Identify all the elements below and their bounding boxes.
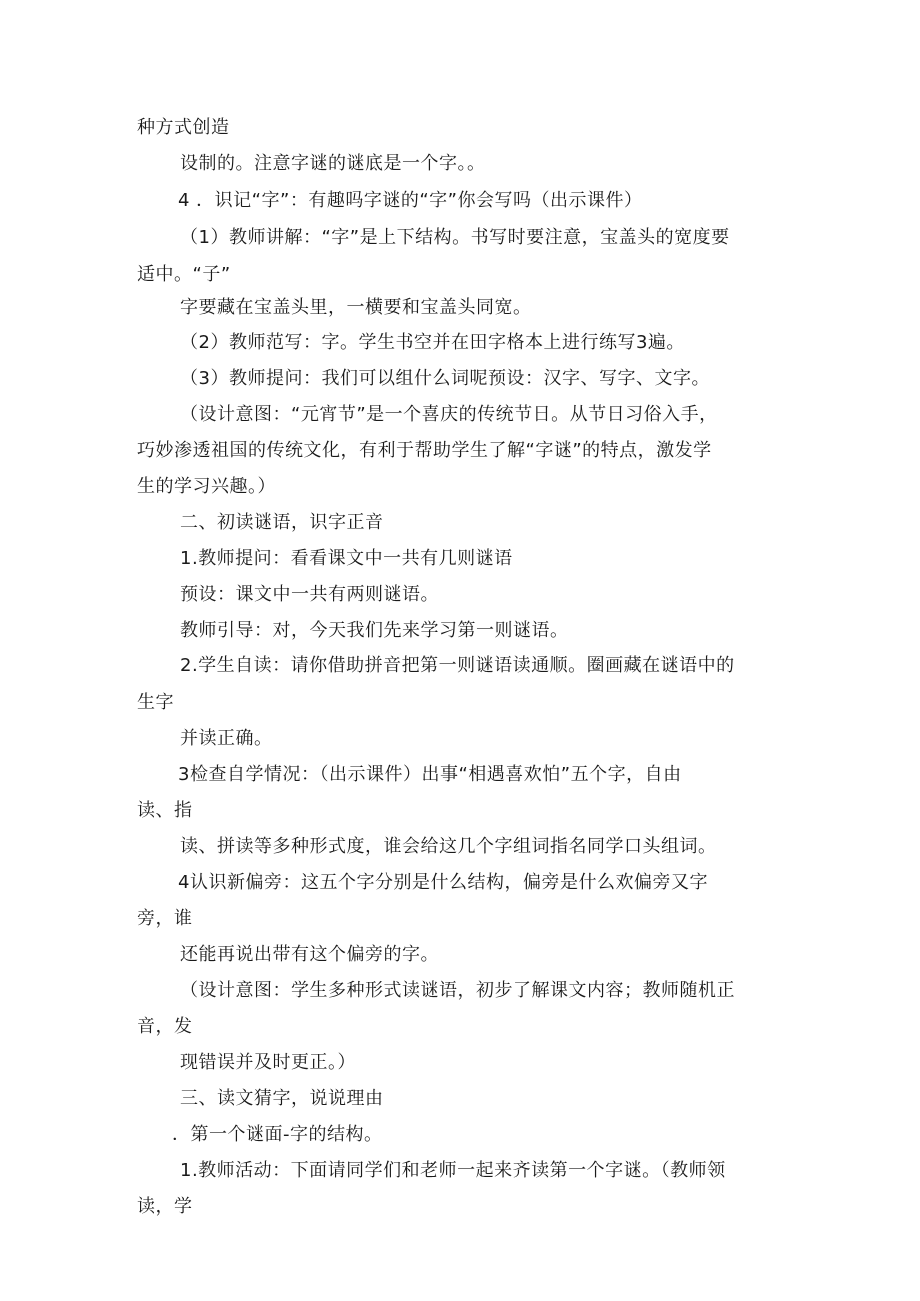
text-line: 生字: [137, 692, 174, 713]
text-line: （1）教师讲解：“字”是上下结构。书写时要注意，宝盖头的宽度要: [180, 227, 730, 248]
text-line: 读，学: [137, 1196, 193, 1217]
text-line: 设制的。注意字谜的谜底是一个字。。: [180, 153, 486, 174]
section-heading: 二、初读谜语，识字正音: [180, 512, 384, 533]
text-line: 1.教师提问：看看课文中一共有几则谜语: [180, 548, 513, 569]
text-line: 教师引导：对，今天我们先来学习第一则谜语。: [180, 620, 569, 641]
text-line: 巧妙渗透祖国的传统文化，有利于帮助学生了解“字谜”的特点，激发学: [137, 440, 712, 461]
text-line: 旁，谁: [137, 908, 193, 929]
text-line: 种方式创造: [137, 117, 230, 138]
text-line: 读、指: [137, 800, 193, 821]
text-line: ．第一个谜面-字的结构。: [172, 1124, 383, 1145]
text-line: （设计意图：学生多种形式读谜语，初步了解课文内容；教师随机正: [180, 980, 735, 1001]
text-line: 4认识新偏旁：这五个字分别是什么结构，偏旁是什么欢偏旁又字: [178, 872, 708, 893]
text-line: 4 ．识记“字”：有趣吗字谜的“字”你会写吗（出示课件）: [178, 190, 643, 211]
text-line: 生的学习兴趣。）: [137, 476, 276, 497]
text-line: 音，发: [137, 1016, 193, 1037]
text-line: 现错误并及时更正。）: [180, 1052, 356, 1073]
text-line: 读、拼读等多种形式度，谁会给这几个字组词指名同学口头组词。: [180, 836, 717, 857]
text-line: 3检查自学情况：（出示课件）出事“相遇喜欢怕”五个字，自由: [178, 764, 682, 785]
text-line: 1.教师活动：下面请同学们和老师一起来齐读第一个字谜。（教师领: [180, 1160, 726, 1181]
text-line: （设计意图：“元宵节”是一个喜庆的传统节日。从节日习俗入手，: [180, 404, 718, 425]
text-line: 适中。“子”: [137, 264, 231, 285]
text-line: 还能再说出带有这个偏旁的字。: [180, 944, 439, 965]
text-line: 2.学生自读：请你借助拼音把第一则谜语读通顺。圈画藏在谜语中的: [180, 655, 735, 676]
text-line: 预设：课文中一共有两则谜语。: [180, 584, 439, 605]
text-line: （3）教师提问：我们可以组什么词呢预设：汉字、写字、文字。: [180, 368, 710, 389]
text-line: 并读正确。: [180, 728, 273, 749]
text-line: （2）教师范写：字。学生书空并在田字格本上进行练写3遍。: [180, 332, 685, 353]
section-heading: 三、读文猜字，说说理由: [180, 1088, 384, 1109]
text-line: 字要藏在宝盖头里，一横要和宝盖头同宽。: [180, 297, 532, 318]
